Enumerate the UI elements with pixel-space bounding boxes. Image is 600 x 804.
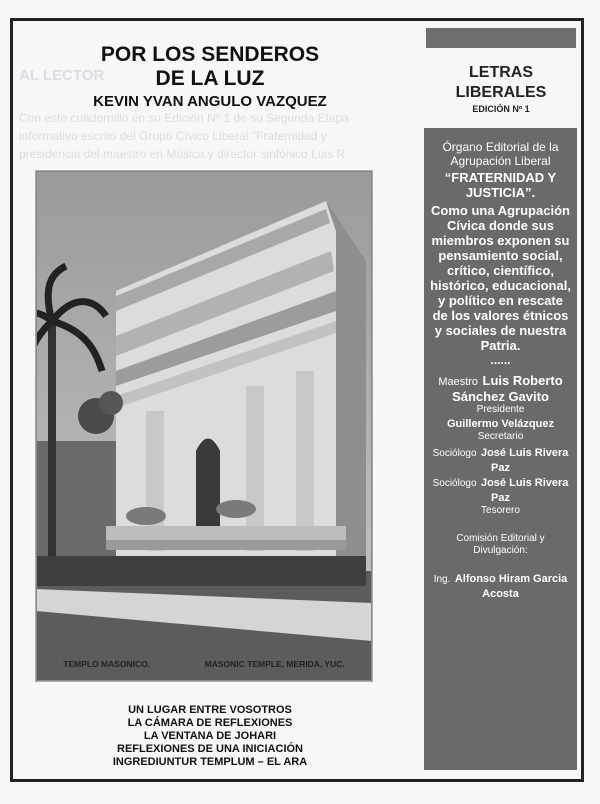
temple-illustration (36, 171, 372, 681)
sidebar-intro: Órgano Editorial de la Agrupación Liberal (442, 140, 559, 168)
sidebar-dots: ...... (490, 353, 511, 367)
caption-left: TEMPLO MASONICO. (63, 659, 151, 669)
president-role: Presidente (476, 404, 525, 415)
sidebar-mission: Como una Agrupación Cívica donde sus miembros exponen su pensamiento social, crítico, científico, histórico, educacional, y político en rescate de los valores étnicos y sociales de nuestra Patria. (430, 203, 571, 353)
president-name: Luis Roberto Sánchez Gavito (452, 373, 563, 404)
photo-caption (36, 659, 372, 669)
editor-prefix: Ing. (433, 574, 451, 585)
president-prefix: Maestro (438, 376, 479, 388)
bleed-line: informativo escrito del Grupo Cívico Liberal "Fraternidad y (19, 129, 327, 143)
editor-name: Alfonso Hiram Garcia Acosta (454, 573, 568, 600)
bleed-line: Con este cuadernillo en su Edición Nº 1 de su Segunda Etapa (19, 111, 349, 125)
contents-item: INGREDIUNTUR TEMPLUM – EL ARA (112, 756, 308, 768)
sidebar-org-name: “FRATERNIDAD Y JUSTICIA”. (444, 170, 557, 200)
bleed-line: presidencia del maestro en Música y director sinfónico Luis R (19, 147, 346, 161)
sidebar-president (424, 373, 577, 404)
editorial-sidebar (424, 128, 577, 770)
member2-prefix: Sociólogo (432, 478, 477, 489)
treasurer-role: Tesorero (481, 505, 520, 516)
contents-item: LA VENTANA DE JOHARI (143, 730, 277, 742)
secretary-name: Guillermo Velázquez (447, 418, 554, 430)
contents-item: REFLEXIONES DE UNA INICIACIÓN (117, 743, 303, 755)
member2-name: José Luis Rivera Paz (480, 477, 569, 504)
contents-item: LA CÁMARA DE REFLEXIONES (127, 717, 293, 729)
member1-name: José Luis Rivera Paz (480, 447, 569, 474)
masthead-edition: EDICIÓN Nº 1 (472, 104, 530, 114)
masthead-line2: LIBERALES (455, 84, 547, 101)
commission-label: Comisión Editorial y Divulgación: (456, 533, 545, 556)
sidebar-member2 (424, 475, 577, 505)
contents-item: UN LUGAR ENTRE VOSOTROS (128, 704, 292, 716)
secretary-role: Secretario (477, 431, 524, 442)
temple-photo (35, 170, 373, 682)
sidebar-member1 (424, 445, 577, 475)
cover-title-line1: POR LOS SENDEROS (100, 43, 320, 66)
member1-prefix: Sociólogo (432, 448, 477, 459)
cover-author: KEVIN YVAN ANGULO VAZQUEZ (93, 93, 327, 110)
contents-list (70, 704, 350, 769)
bleed-heading: AL LECTOR (19, 67, 105, 84)
caption-right: MASONIC TEMPLE, MERIDA, YUC. (204, 659, 345, 669)
sidebar-editor (424, 571, 577, 601)
cover-title-line2: DE LA LUZ (155, 67, 265, 90)
masthead-line1: LETRAS (469, 64, 533, 81)
masthead-bar (426, 28, 576, 48)
